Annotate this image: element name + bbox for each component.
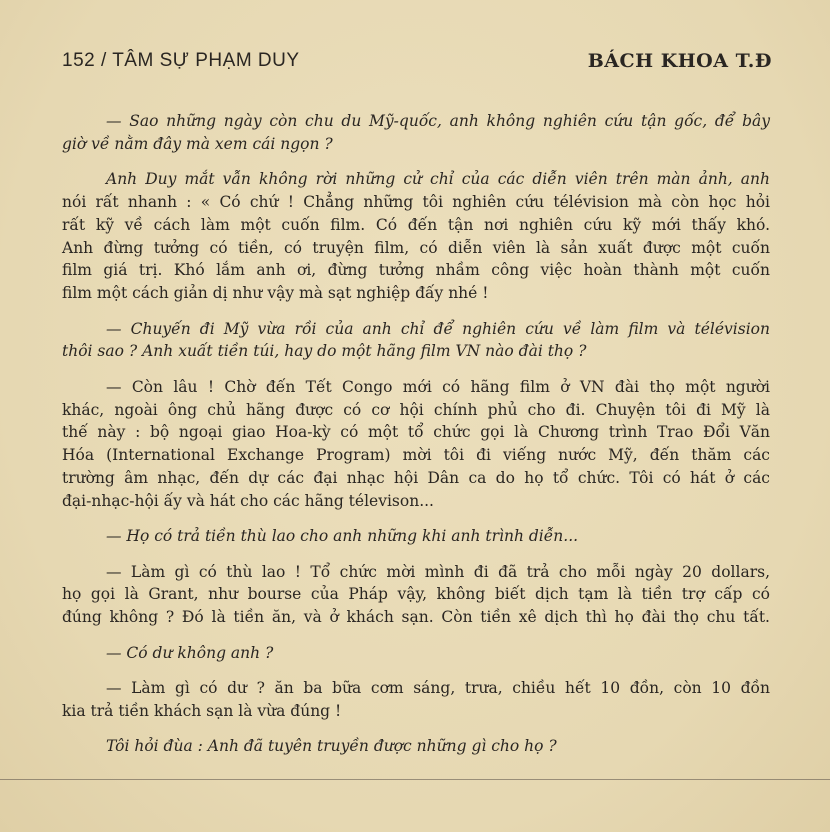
text-line: — Sao những ngày còn chu du Mỹ-quốc, anh không nghiên cứu tận gốc, để bây	[106, 112, 770, 130]
running-header	[62, 50, 772, 74]
text-line: giờ về nằm đây mà xem cái ngọn ?	[62, 134, 333, 153]
text-line: đại-nhạc-hội ấy và hát cho các hãng télevison...	[62, 491, 434, 510]
text-line: — Họ có trả tiền thù lao cho anh những khi anh trình diễn...	[106, 527, 579, 546]
text-line: — Có dư không anh ?	[106, 643, 274, 662]
text-line: film một cách giản dị như vậy mà sạt nghiệp đấy nhé !	[62, 284, 489, 303]
paragraph	[62, 677, 770, 723]
text-line: Anh Duy mắt vẫn không rời những cử chỉ của các diễn viên trên màn ảnh, anh	[106, 170, 770, 189]
text-line: khác, ngoài ông chủ hãng được có cơ hội chính phủ cho đi. Chuyện tôi đi Mỹ là	[62, 400, 770, 419]
paragraph	[62, 168, 770, 305]
text-line: film giá trị. Khó lắm anh ơi, đừng tưởng nhầm công việc hoàn thành một cuốn	[62, 261, 770, 280]
paragraph	[62, 525, 770, 548]
paragraph	[62, 561, 770, 629]
text-line: — Làm gì có thù lao ! Tổ chức mời mình đi đã trả cho mỗi ngày 20 dollars,	[106, 562, 770, 581]
text-line: trường âm nhạc, đến dự các đại nhạc hội Dân ca do họ tổ chức. Tôi có hát ở các	[62, 468, 770, 487]
text-line: rất kỹ về cách làm một cuốn film. Có đến tận nơi nghiên cứu kỹ mới thấy khó.	[62, 215, 770, 234]
text-line: Tôi hỏi đùa : Anh đã tuyên truyền được những gì cho họ ?	[106, 737, 557, 756]
text-line: đúng không ? Đó là tiền ăn, và ở khách sạn. Còn tiền xê dịch thì họ đài thọ chu tất.	[62, 608, 770, 627]
text-line: Anh đừng tưởng có tiền, có truyện film, có diễn viên là sản xuất được một cuốn	[62, 238, 770, 257]
paragraph	[62, 110, 770, 156]
paragraph	[62, 642, 770, 665]
page-body	[62, 110, 770, 758]
publication-name: BÁCH KHOA T.Đ	[587, 50, 772, 72]
text-line: thôi sao ? Anh xuất tiền túi, hay do một hãng film VN nào đài thọ ?	[62, 342, 587, 361]
text-line: kia trả tiền khách sạn là vừa đúng !	[62, 701, 342, 720]
paragraph	[62, 318, 770, 364]
paragraph	[62, 735, 770, 758]
text-line: — Làm gì có dư ? ăn ba bữa cơm sáng, trưa, chiều hết 10 đồn, còn 10 đồn	[106, 678, 770, 697]
page-number-and-chapter: 152 / TÂM SỰ PHẠM DUY	[62, 50, 300, 71]
stray-horizontal-line	[0, 779, 830, 780]
text-line: — Chuyến đi Mỹ vừa rồi của anh chỉ để nghiên cứu về làm film và télévision	[106, 319, 770, 338]
paragraph	[62, 376, 770, 513]
text-line: — Còn lâu ! Chờ đến Tết Congo mới có hãng film ở VN đài thọ một người	[106, 377, 770, 396]
text-line: Hóa (International Exchange Program) mời tôi đi viếng nước Mỹ, đến thăm các	[62, 446, 770, 465]
text-line: họ gọi là Grant, như bourse của Pháp vậy, không biết dịch tạm là tiền trợ cấp có	[62, 585, 770, 604]
text-line: thế này : bộ ngoại giao Hoa-kỳ có một tổ chức gọi là Chương trình Trao Đổi Văn	[62, 423, 770, 442]
text-line: nói rất nhanh : « Có chứ ! Chẳng những tôi nghiên cứu télévision mà còn học hỏi	[62, 192, 770, 211]
